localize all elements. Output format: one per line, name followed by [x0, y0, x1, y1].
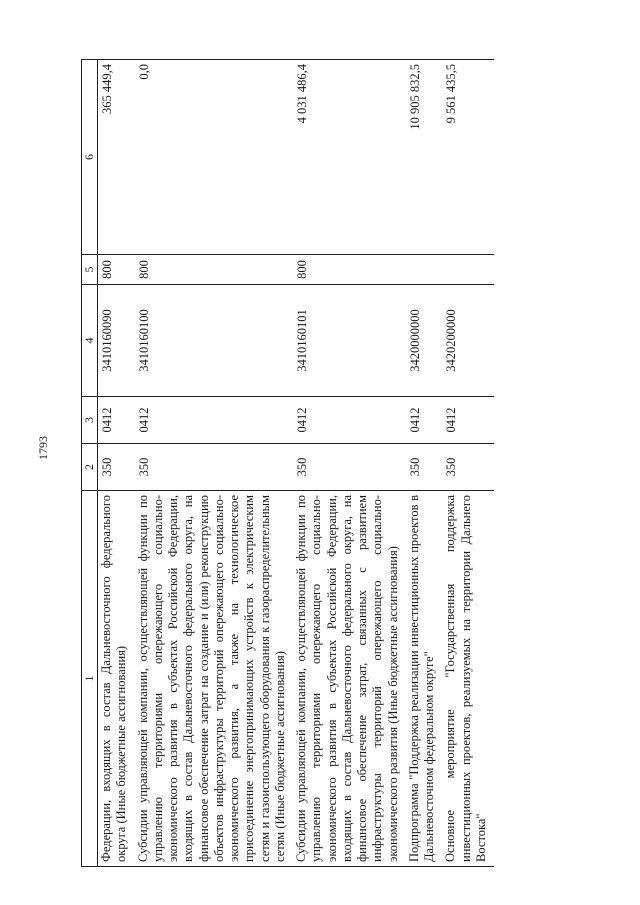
table-row [442, 60, 494, 867]
expense-type-code [406, 255, 443, 285]
ministry-code: 350 [442, 444, 494, 491]
budget-table [81, 59, 494, 867]
target-article-code: 3410160090 [98, 285, 135, 397]
column-header-row [82, 60, 98, 867]
target-article-code: 3410160101 [293, 285, 406, 397]
budget-table-container [81, 60, 576, 867]
amount-value: 9 561 435,5 [442, 60, 494, 255]
amount-value: 4 031 486,4 [293, 60, 406, 255]
amount-value: 365 449,4 [98, 60, 135, 255]
target-article-code: 3420200000 [442, 285, 494, 397]
table-row [98, 60, 135, 867]
ministry-code: 350 [406, 444, 443, 491]
row-description: Субсидии управляющей компании, осуществляющей функции по управлению территориями опережающего социально-экономического развития в субъектах Российской Федерации, входящих в состав Дальневосточного федерального округа, на финансовое обеспечение затрат, связанных с развитием инфраструктуры территорий опережающего социально-экономического развития (Иные бюджетные ассигнования) [293, 491, 406, 867]
row-description: Основное мероприятие "Государственная поддержка инвестиционных проектов, реализуемых на территории Дальнего Востока" [442, 491, 494, 867]
section-code: 0412 [98, 397, 135, 444]
section-code: 0412 [135, 397, 294, 444]
target-article-code: 3420000000 [406, 285, 443, 397]
table-row [293, 60, 406, 867]
table-row [135, 60, 294, 867]
ministry-code: 350 [293, 444, 406, 491]
column-header: 4 [82, 285, 98, 397]
column-header: 5 [82, 255, 98, 285]
row-description: Федерации, входящих в состав Дальневосточного федерального округа (Иные бюджетные ассигнования) [98, 491, 135, 867]
page-number: 1793 [36, 436, 50, 460]
expense-type-code: 800 [293, 255, 406, 285]
column-header: 1 [82, 491, 98, 867]
amount-value: 10 905 832,5 [406, 60, 443, 255]
section-code: 0412 [406, 397, 443, 444]
row-description: Субсидии управляющей компании, осуществляющей функции по управлению территориями опережающего социально-экономического развития в субъектах Российской Федерации, входящих в состав Дальневосточного федерального округа, на финансовое обеспечение затрат на создание и (или) реконструкцию объектов инфраструктуры территорий опережающего социально-экономического развития, а также на технологическое присоединение энергопринимающих устройств к электрическим сетям и газоиспользующего оборудования к газораспределительным сетям (Иные бюджетные ассигнования) [135, 491, 294, 867]
amount-value: 0,0 [135, 60, 294, 255]
expense-type-code: 800 [135, 255, 294, 285]
column-header: 6 [82, 60, 98, 255]
ministry-code: 350 [135, 444, 294, 491]
section-code: 0412 [293, 397, 406, 444]
target-article-code: 3410160100 [135, 285, 294, 397]
column-header: 3 [82, 397, 98, 444]
table-row [406, 60, 443, 867]
expense-type-code: 800 [98, 255, 135, 285]
row-description: Подпрограмма "Поддержка реализации инвестиционных проектов в Дальневосточном федеральном округе" [406, 491, 443, 867]
ministry-code: 350 [98, 444, 135, 491]
column-header: 2 [82, 444, 98, 491]
expense-type-code [442, 255, 494, 285]
section-code: 0412 [442, 397, 494, 444]
